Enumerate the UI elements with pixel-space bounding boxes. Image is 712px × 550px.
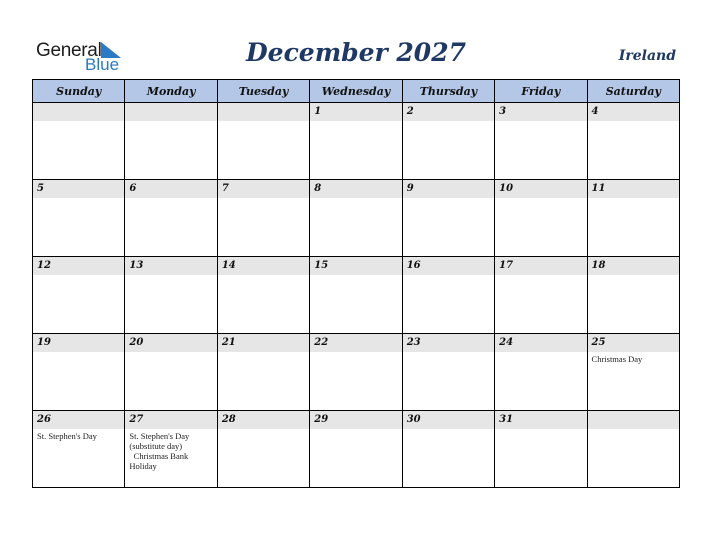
- day-number: 4: [588, 103, 679, 121]
- holiday-event: St. Stephen's Day (substitute day): [129, 431, 190, 451]
- weekday-header-friday: Friday: [495, 80, 587, 103]
- event-list: [33, 429, 124, 441]
- day-cell[interactable]: [33, 334, 125, 411]
- calendar-grid: [32, 79, 680, 488]
- day-cell[interactable]: [310, 334, 402, 411]
- week-row: [33, 257, 680, 334]
- day-cell[interactable]: [495, 180, 587, 257]
- day-number: 21: [218, 334, 309, 352]
- day-cell[interactable]: [495, 257, 587, 334]
- day-cell[interactable]: [125, 103, 217, 180]
- day-number: [33, 103, 124, 121]
- day-number: 1: [310, 103, 401, 121]
- weekday-header-row: [33, 80, 680, 103]
- day-number: 13: [125, 257, 216, 275]
- logo-text-blue: Blue: [85, 55, 120, 74]
- day-number: 11: [588, 180, 679, 198]
- holiday-event: Christmas Day: [591, 354, 643, 364]
- day-number: 5: [33, 180, 124, 198]
- day-cell[interactable]: [33, 180, 125, 257]
- day-number: 23: [403, 334, 494, 352]
- day-cell[interactable]: [217, 103, 309, 180]
- week-row: [33, 334, 680, 411]
- day-cell[interactable]: [587, 180, 679, 257]
- day-number: 27: [125, 411, 216, 429]
- day-number: 18: [588, 257, 679, 275]
- weekday-header-wednesday: Wednesday: [310, 80, 402, 103]
- holiday-event: Christmas Bank Holiday: [129, 451, 189, 471]
- day-number: 6: [125, 180, 216, 198]
- day-cell[interactable]: [402, 257, 494, 334]
- day-number: 24: [495, 334, 586, 352]
- day-cell[interactable]: [125, 180, 217, 257]
- weekday-header-saturday: Saturday: [587, 80, 679, 103]
- day-cell[interactable]: [33, 257, 125, 334]
- holiday-event: St. Stephen's Day: [37, 431, 97, 441]
- event-list: [125, 429, 216, 471]
- day-cell[interactable]: [33, 103, 125, 180]
- day-cell[interactable]: [495, 334, 587, 411]
- weekday-header-monday: Monday: [125, 80, 217, 103]
- week-row: [33, 411, 680, 488]
- day-number: 30: [403, 411, 494, 429]
- day-cell[interactable]: [587, 257, 679, 334]
- day-cell[interactable]: [587, 103, 679, 180]
- day-cell[interactable]: [495, 103, 587, 180]
- day-cell[interactable]: [402, 180, 494, 257]
- day-cell[interactable]: [217, 411, 309, 488]
- weekday-header-sunday: Sunday: [33, 80, 125, 103]
- calendar-body: [33, 103, 680, 488]
- day-cell[interactable]: [495, 411, 587, 488]
- day-number: 22: [310, 334, 401, 352]
- day-cell[interactable]: [310, 180, 402, 257]
- day-cell[interactable]: [402, 334, 494, 411]
- day-cell[interactable]: [125, 257, 217, 334]
- day-cell[interactable]: [587, 411, 679, 488]
- day-number: [125, 103, 216, 121]
- day-number: 14: [218, 257, 309, 275]
- day-number: 3: [495, 103, 586, 121]
- day-cell[interactable]: [310, 411, 402, 488]
- day-cell[interactable]: [402, 411, 494, 488]
- day-cell[interactable]: [33, 411, 125, 488]
- day-cell[interactable]: [310, 257, 402, 334]
- day-number: 31: [495, 411, 586, 429]
- logo-text-general: General: [36, 40, 102, 61]
- day-number: 29: [310, 411, 401, 429]
- day-number: 12: [33, 257, 124, 275]
- day-number: [218, 103, 309, 121]
- day-cell[interactable]: [402, 103, 494, 180]
- day-number: 19: [33, 334, 124, 352]
- day-cell[interactable]: [217, 180, 309, 257]
- day-number: 16: [403, 257, 494, 275]
- day-cell[interactable]: [217, 257, 309, 334]
- day-cell[interactable]: [125, 411, 217, 488]
- event-list: [588, 352, 679, 364]
- day-cell[interactable]: [217, 334, 309, 411]
- week-row: [33, 103, 680, 180]
- day-number: [588, 411, 679, 429]
- day-number: 15: [310, 257, 401, 275]
- weekday-header-tuesday: Tuesday: [217, 80, 309, 103]
- day-number: 17: [495, 257, 586, 275]
- week-row: [33, 180, 680, 257]
- country-label: Ireland: [618, 48, 676, 64]
- day-number: 20: [125, 334, 216, 352]
- day-number: 9: [403, 180, 494, 198]
- calendar-title: December 2027: [245, 38, 466, 67]
- day-cell[interactable]: [125, 334, 217, 411]
- day-number: 7: [218, 180, 309, 198]
- day-number: 25: [588, 334, 679, 352]
- day-number: 28: [218, 411, 309, 429]
- day-number: 8: [310, 180, 401, 198]
- weekday-header-thursday: Thursday: [402, 80, 494, 103]
- day-number: 10: [495, 180, 586, 198]
- day-number: 2: [403, 103, 494, 121]
- day-number: 26: [33, 411, 124, 429]
- day-cell[interactable]: [310, 103, 402, 180]
- day-cell[interactable]: [587, 334, 679, 411]
